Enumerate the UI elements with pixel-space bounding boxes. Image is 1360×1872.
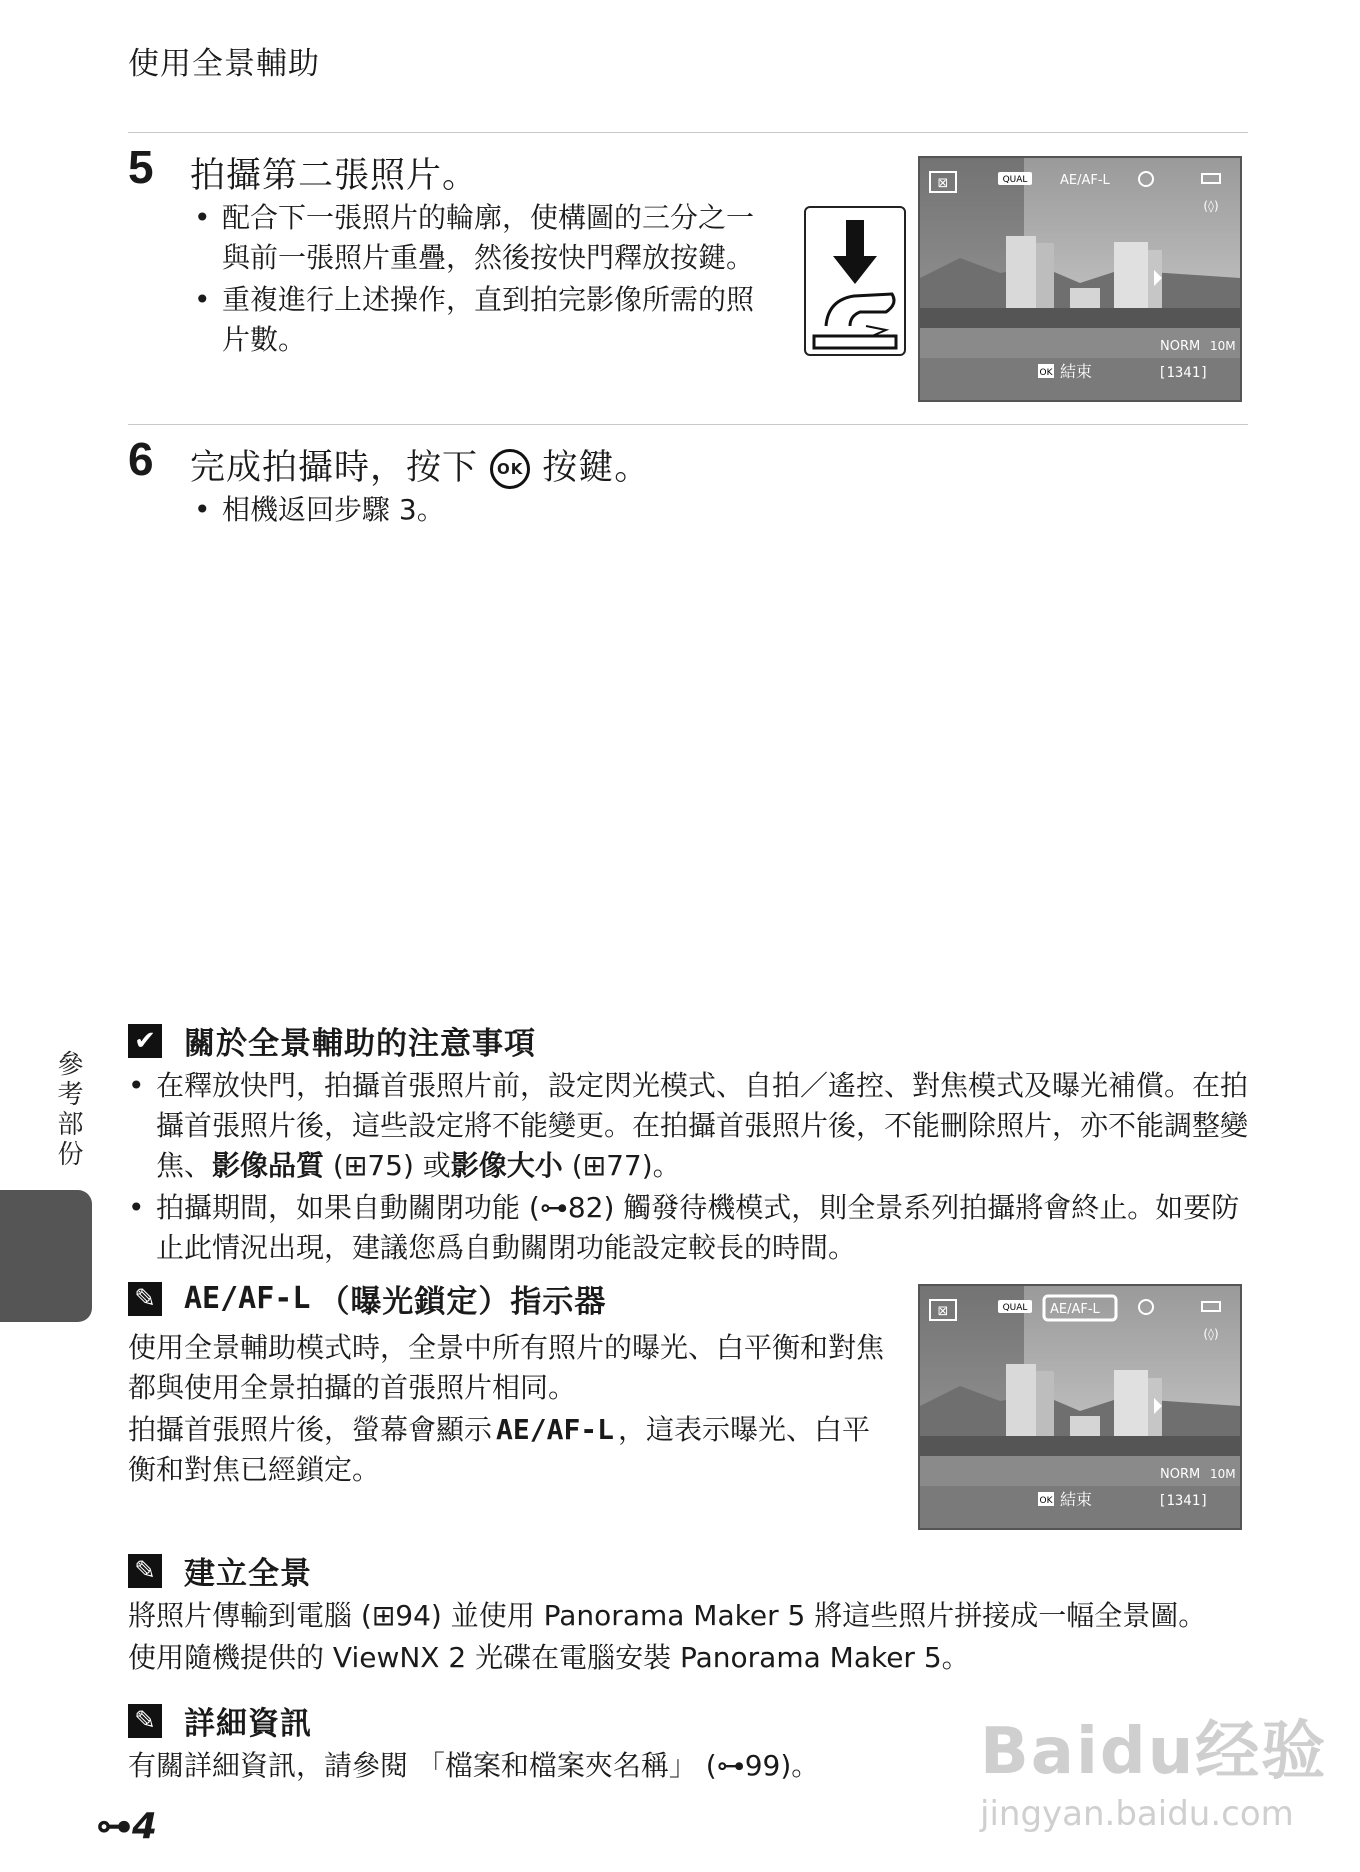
caution-bullets xyxy=(124,1066,1248,1270)
image-quality-term: 影像品質 xyxy=(212,1149,325,1182)
pencil-icon: ✎ xyxy=(128,1282,162,1316)
svg-text:QUAL: QUAL xyxy=(1002,1303,1028,1313)
more-paragraph: 有關詳細資訊，請參閱 「檔案和檔案夾名稱」 (⊶99)。 xyxy=(128,1749,820,1782)
svg-text:NORM: NORM xyxy=(1160,1467,1201,1482)
caution-text: 在釋放快門，拍攝首張照片前，設定閃光模式、自拍／遙控、對焦模式及曝光補償。在拍攝首張照片後，這些設定將不能變更。在拍攝首張照片後，不能刪除照片，亦不能調整變焦、 xyxy=(156,1069,1249,1182)
step-bullets xyxy=(190,490,1090,532)
bullet-item xyxy=(124,1066,1248,1186)
watermark-url: jingyan.baidu.com xyxy=(980,1794,1294,1834)
svg-text:10M: 10M xyxy=(1210,1467,1236,1481)
svg-text:(◊): (◊) xyxy=(1203,1327,1219,1341)
caution-title: 關於全景輔助的注意事項 xyxy=(184,1026,536,1062)
aeaf-paragraph xyxy=(128,1410,888,1490)
bullet-item: • 相機返回步驟 3。 xyxy=(190,490,1090,530)
watermark-brand: Baidu经验 xyxy=(980,1715,1328,1789)
pencil-icon: ✎ xyxy=(128,1554,162,1588)
shutter-press-illustration xyxy=(804,206,906,356)
svg-text:[1341]: [1341] xyxy=(1158,1493,1209,1509)
aeaf-text: 拍攝首張照片後，螢幕會顯示 xyxy=(128,1413,493,1446)
step-number: 5 xyxy=(128,141,154,193)
more-heading xyxy=(128,1698,312,1743)
aeaf-title: （曝光鎖定）指示器 xyxy=(318,1284,607,1320)
step-number: 6 xyxy=(128,433,154,485)
pencil-icon: ✎ xyxy=(128,1704,162,1738)
page-number: ⊶4 xyxy=(96,1806,158,1847)
svg-text:結束: 結束 xyxy=(1060,1490,1093,1509)
check-icon: ✔ xyxy=(128,1024,162,1058)
ref-text: (⊞75) 或 xyxy=(324,1149,451,1182)
ref-text: (⊞77)。 xyxy=(562,1149,681,1182)
aeaf-paragraph: 使用全景輔助模式時，全景中所有照片的曝光、白平衡和對焦都與使用全景拍攝的首張照片相同。 xyxy=(128,1331,885,1404)
svg-text:NORM: NORM xyxy=(1160,339,1201,354)
divider xyxy=(128,424,1248,425)
more-title: 詳細資訊 xyxy=(184,1706,312,1742)
create-heading xyxy=(128,1548,312,1593)
bullet-item: • 配合下一張照片的輪廓，使構圖的三分之一與前一張照片重疊，然後按快門釋放按鍵。 xyxy=(190,198,770,278)
section-tab xyxy=(0,1190,92,1322)
svg-text:OK: OK xyxy=(1039,1496,1053,1506)
aeaf-indicator-highlight: AE/AF-L xyxy=(1050,1302,1100,1317)
watermark xyxy=(980,1700,1327,1834)
step-title: 拍攝第二張照片。 xyxy=(190,156,479,196)
camera-screen-aeaf xyxy=(918,1284,1242,1530)
svg-text:⊠: ⊠ xyxy=(937,176,949,191)
camera-screen xyxy=(918,156,1242,402)
divider xyxy=(128,132,1248,133)
image-size-term: 影像大小 xyxy=(450,1149,563,1182)
aeaf-inline-icon: AE/AF-L xyxy=(496,1413,615,1446)
aeaf-heading xyxy=(128,1276,606,1321)
create-paragraph: 使用隨機提供的 ViewNX 2 光碟在電腦安裝 Panorama Maker 5。 xyxy=(128,1641,970,1674)
svg-text:結束: 結束 xyxy=(1060,362,1093,381)
qual-icon: QUAL xyxy=(1002,175,1028,185)
aeaf-indicator: AE/AF-L xyxy=(1060,173,1110,188)
sidebar-label: 參考部份 xyxy=(53,1050,83,1170)
bullet-item: • 拍攝期間，如果自動關閉功能 (⊶82) 觸發待機模式，則全景系列拍攝將會終止。如要防止此情況出現，建議您爲自動關閉功能設定較長的時間。 xyxy=(124,1188,1248,1268)
create-paragraph: 將照片傳輸到電腦 (⊞94) 並使用 Panorama Maker 5 將這些照片拼接成一幅全景圖。 xyxy=(128,1599,1207,1632)
step-title-post: 按鍵。 xyxy=(542,448,651,488)
caution-heading xyxy=(128,1018,536,1063)
bullet-item: • 重複進行上述操作，直到拍完影像所需的照片數。 xyxy=(190,280,770,360)
svg-text:OK: OK xyxy=(1039,368,1053,378)
page-header: 使用全景輔助 xyxy=(128,46,320,82)
svg-text:10M: 10M xyxy=(1210,339,1236,353)
aeaf-text: ，這表示曝光、白平衡和對焦已經鎖定。 xyxy=(128,1413,871,1486)
svg-text:[1341]: [1341] xyxy=(1158,365,1209,381)
step-bullets xyxy=(190,198,770,362)
svg-text:(◊): (◊) xyxy=(1203,199,1219,213)
ok-icon: OK xyxy=(490,449,530,489)
create-title: 建立全景 xyxy=(184,1556,312,1592)
svg-text:⊠: ⊠ xyxy=(937,1304,949,1319)
step-title-pre: 完成拍攝時，按下 xyxy=(190,448,479,488)
step-title xyxy=(190,440,650,490)
aeaf-title-icon: AE/AF-L xyxy=(184,1281,311,1316)
